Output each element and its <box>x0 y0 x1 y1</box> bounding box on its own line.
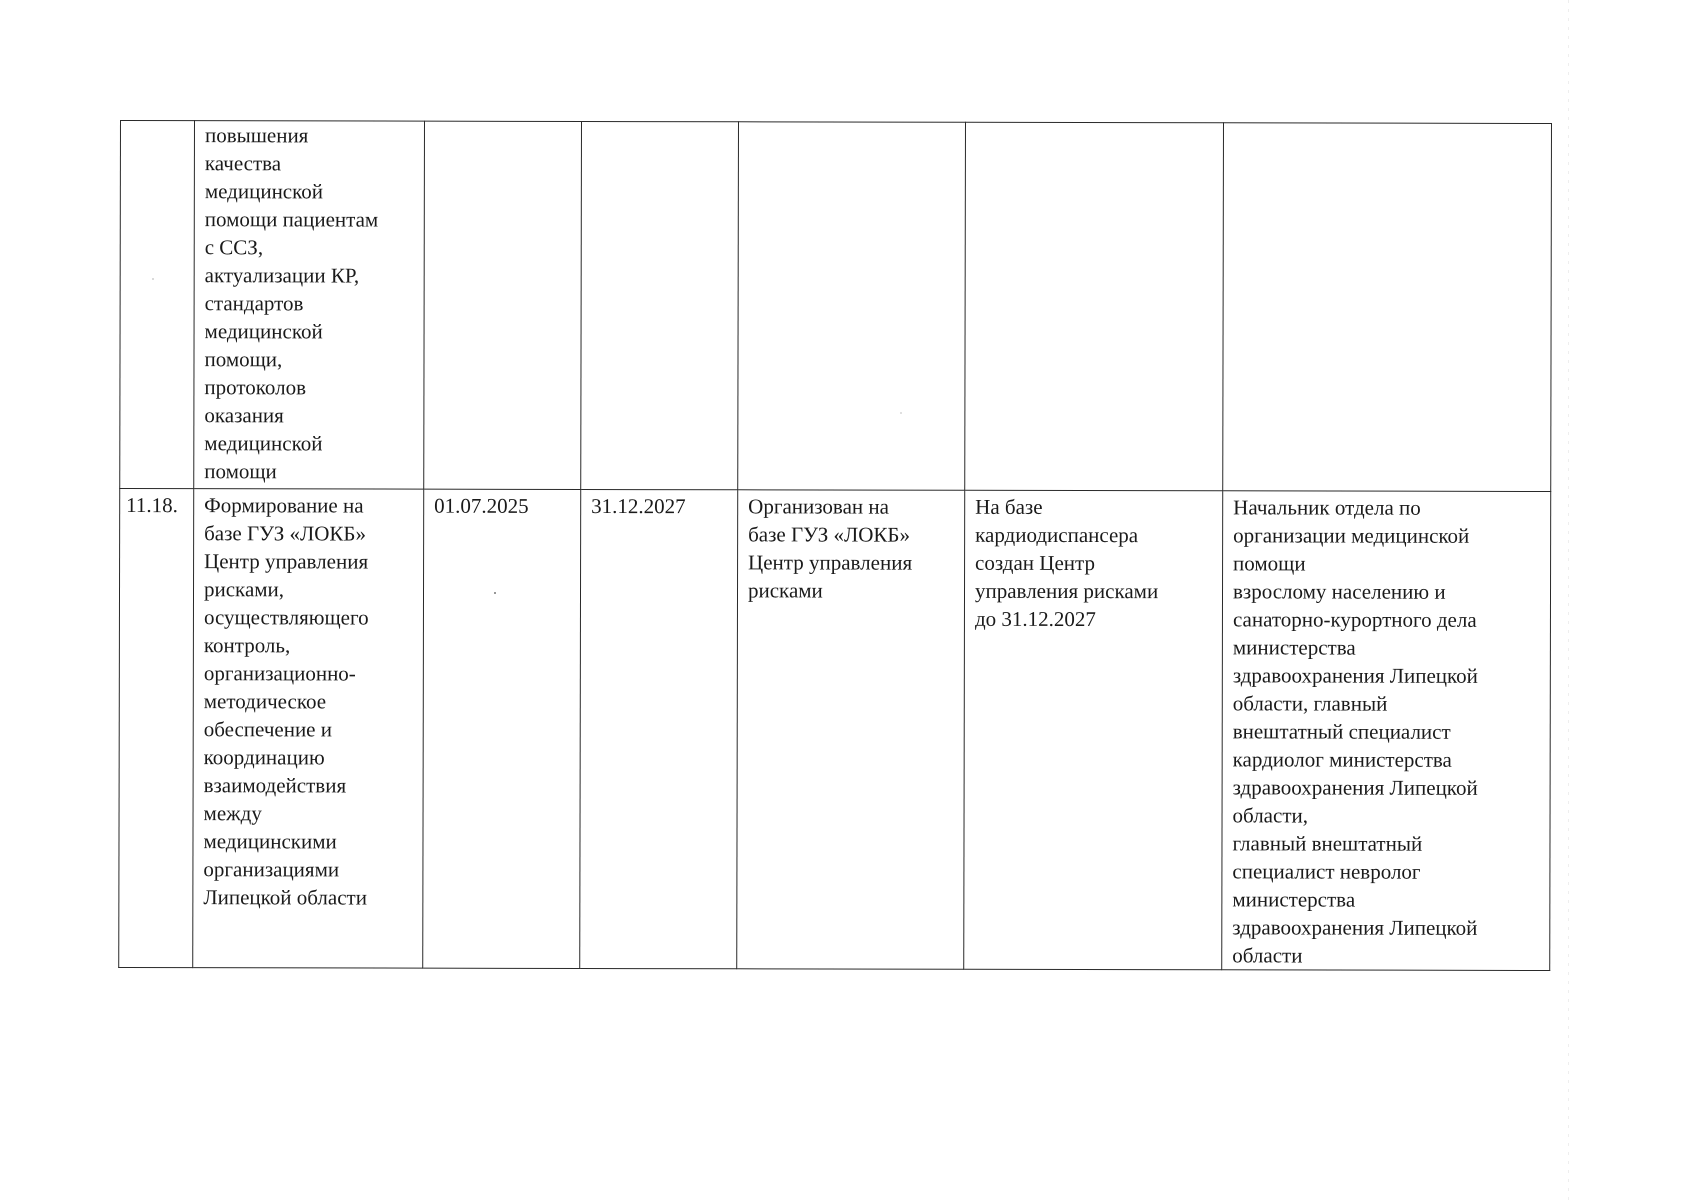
cell-text-line: осуществляющего <box>203 605 369 630</box>
cell-text-line: Формирование на <box>204 493 364 518</box>
cell-text-line: оказания <box>204 403 284 428</box>
scan-speck <box>494 592 496 594</box>
cell-text-line: главный внештатный <box>1232 831 1423 856</box>
cell-end-date <box>580 489 738 968</box>
cell-text-line: помощи, <box>204 347 283 372</box>
cell-text-line: области <box>1232 943 1303 968</box>
cell-characteristic <box>964 490 1223 970</box>
cell-text-line: медицинской <box>204 431 323 456</box>
cell-text-line: медицинскими <box>203 829 337 854</box>
cell-text-line: рисками <box>747 578 823 603</box>
cell-responsible <box>1222 491 1551 971</box>
cell-text-line: повышения <box>204 123 309 148</box>
cell-text-line: между <box>203 801 262 826</box>
cell-text-line: методическое <box>203 689 327 714</box>
cell-text-line: Центр управления <box>748 550 913 575</box>
cell-text-line: создан Центр <box>975 550 1095 576</box>
cell-text-line: организационно- <box>203 661 356 686</box>
cell-text-line: 11.18. <box>126 493 178 518</box>
scan-speck <box>900 412 902 414</box>
cell-text-line: 01.07.2025 <box>434 493 529 518</box>
cell-text-line: области, <box>1232 803 1309 828</box>
cell-text-line: базе ГУЗ «ЛОКБ» <box>204 521 367 546</box>
cell-text-line: 31.12.2027 <box>591 493 686 519</box>
cell-end-date <box>581 121 739 489</box>
cell-text-line: управления рисками <box>974 578 1159 604</box>
cell-text-line: министерства <box>1232 887 1356 912</box>
cell-text-line: специалист невролог <box>1232 859 1421 884</box>
cell-text-line: кардиолог министерства <box>1232 747 1452 772</box>
cell-text-line: обеспечение и <box>203 717 333 742</box>
cell-text-line: Организован на <box>748 494 889 519</box>
cell-text-line: стандартов <box>204 291 304 316</box>
cell-text-line: здравоохранения Липецкой <box>1232 663 1478 688</box>
scan-edge-artifact <box>1568 0 1569 1200</box>
cell-text-line: контроль, <box>203 633 291 658</box>
cell-text-line: помощи <box>1233 551 1306 576</box>
cell-text-line: санаторно-курортного дела <box>1232 607 1477 632</box>
cell-text-line: кардиодиспансера <box>975 522 1139 548</box>
cell-text-line: помощи пациентам <box>204 207 379 232</box>
cell-text-line: базе ГУЗ «ЛОКБ» <box>748 522 911 547</box>
cell-text-line: протоколов <box>204 375 307 400</box>
cell-text-line: организации медицинской <box>1233 523 1470 548</box>
cell-text-line: На базе <box>975 494 1043 519</box>
cell-text-line: Начальник отдела по <box>1233 495 1421 520</box>
cell-responsible <box>1223 123 1552 492</box>
cell-text-line: здравоохранения Липецкой <box>1232 915 1478 940</box>
cell-text-line: актуализации КР, <box>204 263 360 288</box>
cell-text-line: качества <box>204 151 282 176</box>
plan-table <box>118 120 1552 971</box>
cell-start-date <box>423 489 581 968</box>
cell-text-line: здравоохранения Липецкой <box>1232 775 1478 800</box>
cell-text-line: помощи <box>204 459 277 484</box>
cell-start-date <box>424 121 582 489</box>
cell-text-line: области, главный <box>1232 691 1388 716</box>
cell-text-line: до 31.12.2027 <box>974 606 1096 632</box>
cell-text-line: рисками, <box>203 577 285 602</box>
cell-text-line: взаимодействия <box>203 773 347 798</box>
cell-text-line: медицинской <box>204 179 324 204</box>
cell-text-line: внештатный специалист <box>1232 719 1451 744</box>
cell-text-line: с ССЗ, <box>204 235 264 260</box>
cell-result <box>738 122 966 490</box>
cell-text-line: медицинской <box>204 319 323 344</box>
cell-text-line: организациями <box>203 857 340 882</box>
cell-result <box>737 490 965 969</box>
cell-text-line: Центр управления <box>204 549 369 574</box>
cell-text-line: министерства <box>1232 635 1356 660</box>
cell-event <box>193 489 424 968</box>
cell-number <box>119 489 194 968</box>
table-row-continuation <box>120 121 1552 492</box>
cell-characteristic <box>965 122 1224 491</box>
cell-text-line: Липецкой области <box>203 885 368 910</box>
cell-text-line: координацию <box>203 745 325 770</box>
cell-text-line: взрослому населению и <box>1232 579 1446 604</box>
cell-event <box>194 121 425 489</box>
scan-speck <box>152 278 154 280</box>
cell-number <box>120 121 195 489</box>
table-row-11-18 <box>119 489 1551 971</box>
